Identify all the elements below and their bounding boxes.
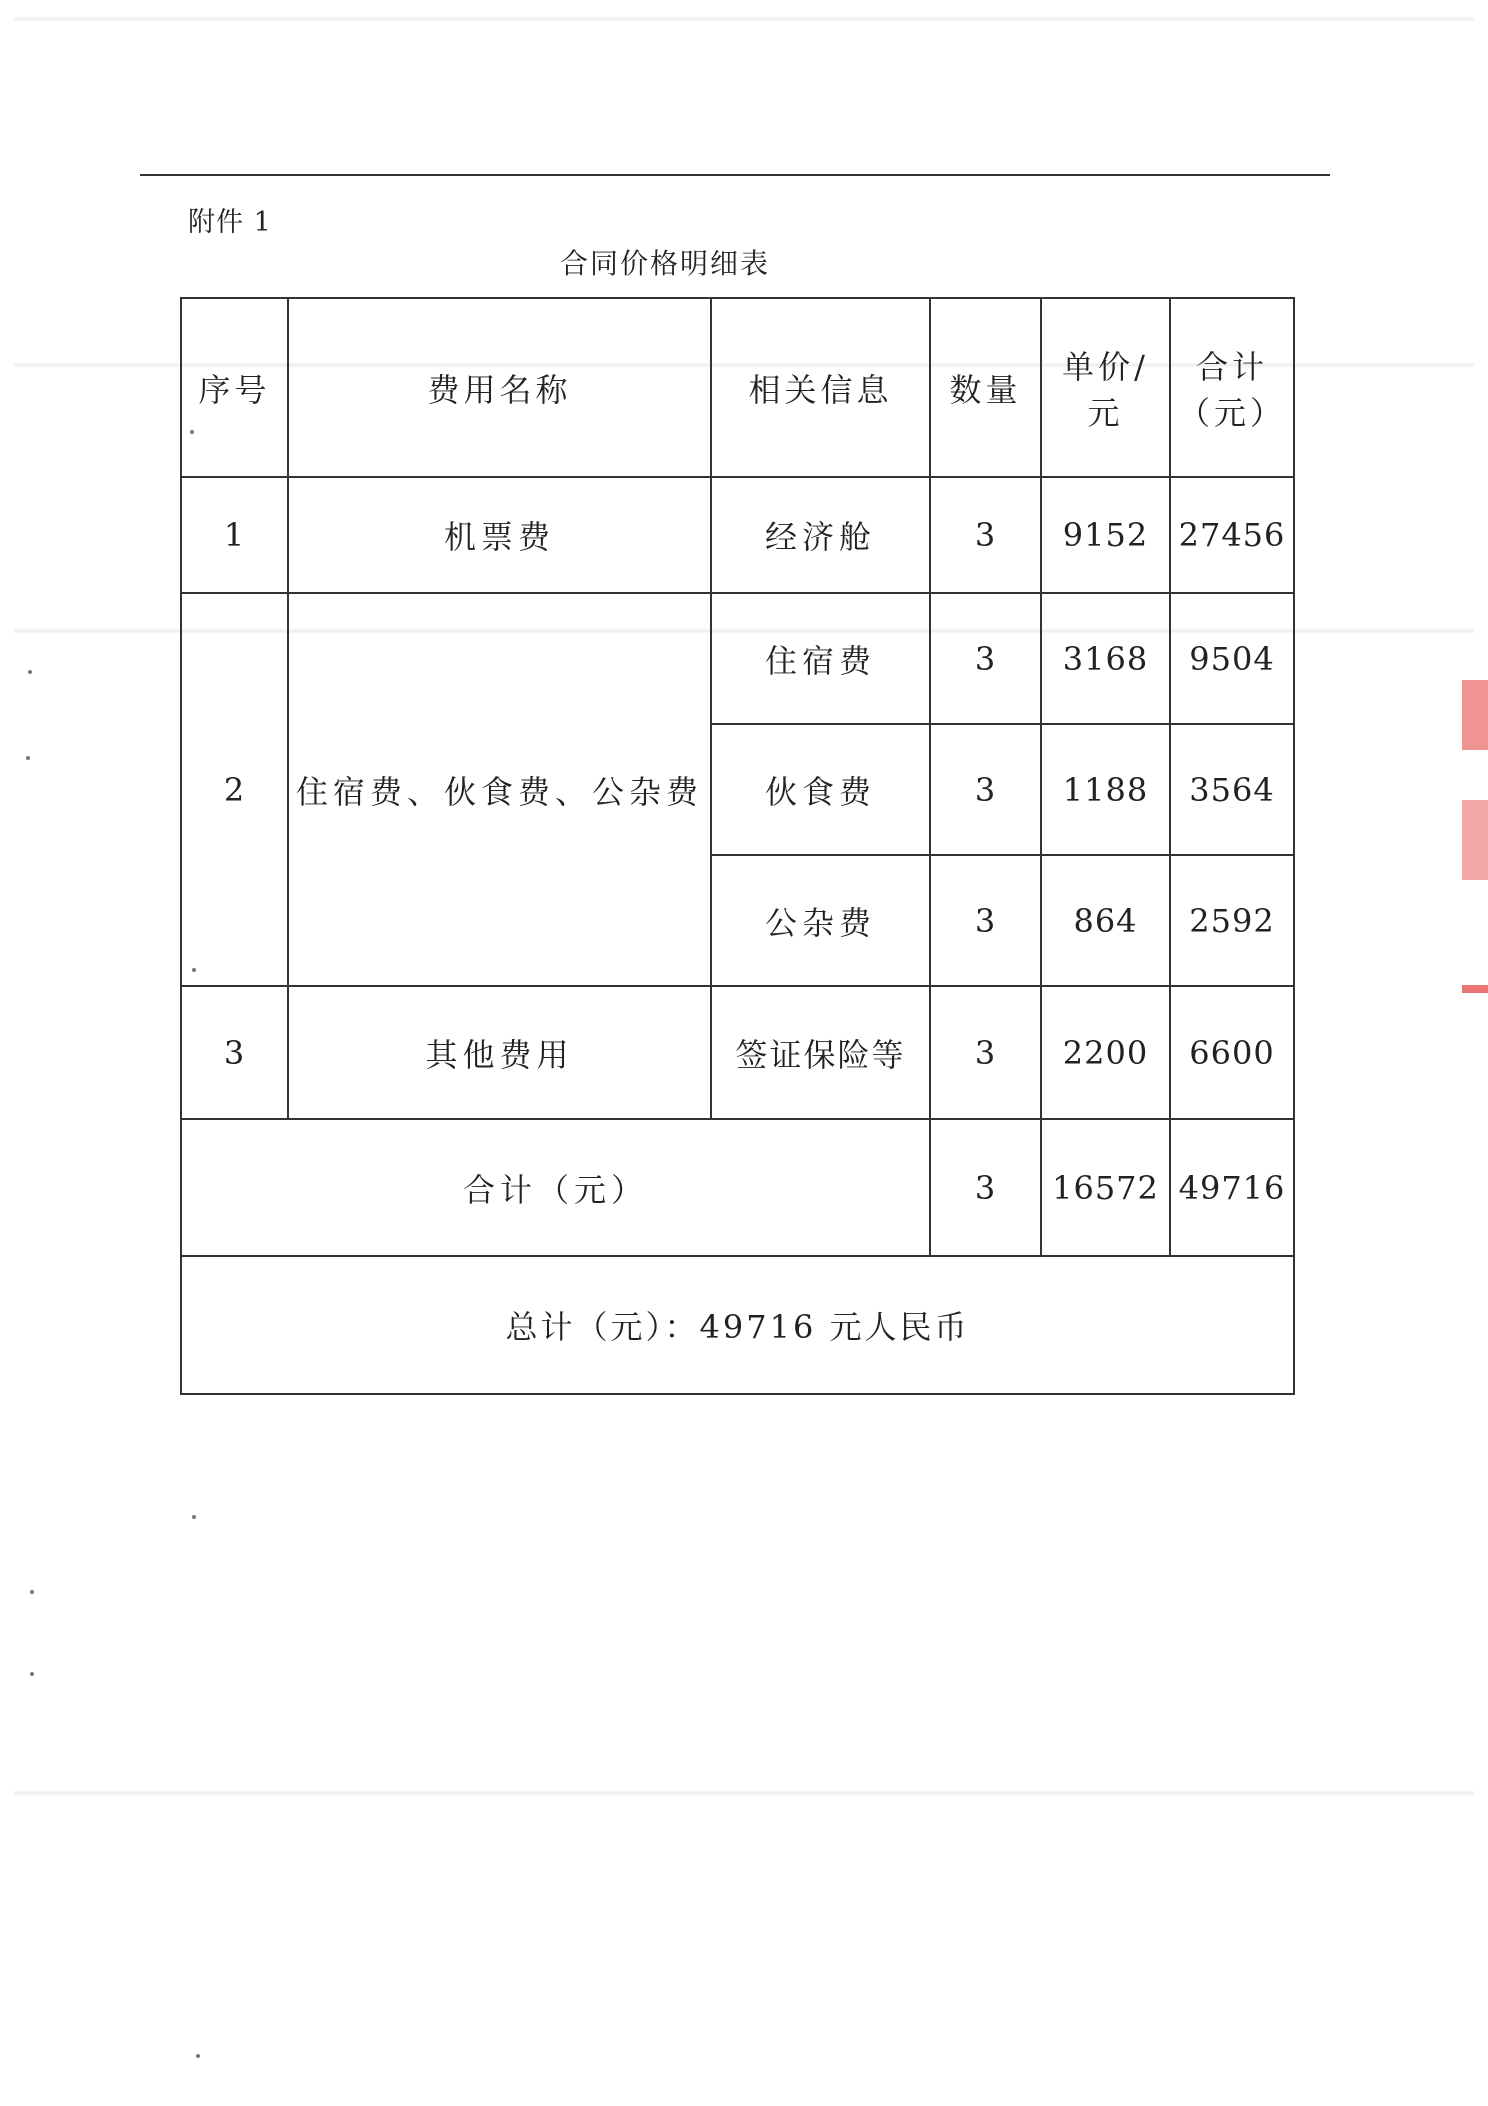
- row-info: 经济舱: [711, 477, 930, 593]
- stamp-fragment: [1462, 800, 1488, 880]
- row-total: 3564: [1170, 724, 1294, 855]
- summary-total: 49716: [1170, 1119, 1294, 1256]
- document-title-text: 合同价格明细表: [559, 247, 770, 280]
- row-unit-price: 2200: [1041, 986, 1170, 1119]
- row-unit-price: 3168: [1041, 593, 1170, 724]
- scan-artifact-line: [14, 1790, 1474, 1796]
- row-total: 2592: [1170, 855, 1294, 986]
- row-qty: 3: [930, 593, 1041, 724]
- header-total-line2: （元）: [1177, 393, 1286, 432]
- row-total: 9504: [1170, 593, 1294, 724]
- row-name: 其他费用: [288, 986, 711, 1119]
- header-total-line1: 合计: [1195, 347, 1268, 386]
- summary-unit-price: 16572: [1041, 1119, 1170, 1256]
- row-info: 住宿费: [711, 593, 930, 724]
- header-qty: 数量: [930, 298, 1041, 477]
- scan-speck: [26, 756, 30, 760]
- row-qty: 3: [930, 855, 1041, 986]
- row-info: 伙食费: [711, 724, 930, 855]
- scan-speck: [30, 1672, 34, 1676]
- header-total: [1170, 298, 1294, 477]
- table-header-row: [181, 298, 1294, 477]
- scan-artifact-line: [14, 16, 1474, 22]
- header-unit-price: [1041, 298, 1170, 477]
- row-name: 住宿费、伙食费、公杂费: [288, 593, 711, 986]
- scan-speck: [192, 968, 196, 972]
- row-seq: 3: [181, 986, 288, 1119]
- header-info: 相关信息: [711, 298, 930, 477]
- row-unit-price: 864: [1041, 855, 1170, 986]
- row-total: 6600: [1170, 986, 1294, 1119]
- row-qty: 3: [930, 724, 1041, 855]
- summary-row: [181, 1119, 1294, 1256]
- summary-qty: 3: [930, 1119, 1041, 1256]
- header-rule: [140, 174, 1330, 176]
- row-name: 机票费: [288, 477, 711, 593]
- row-unit-price: 9152: [1041, 477, 1170, 593]
- scan-speck: [30, 1590, 34, 1594]
- scan-speck: [196, 2054, 200, 2058]
- row-qty: 3: [930, 986, 1041, 1119]
- scan-speck: [192, 1515, 196, 1519]
- scan-speck: [28, 670, 32, 674]
- table-row: [181, 477, 1294, 593]
- header-unit-price-line2: 元: [1087, 393, 1124, 432]
- grand-total-row: [181, 1256, 1294, 1394]
- row-qty: 3: [930, 477, 1041, 593]
- header-unit-price-line1: 单价/: [1062, 347, 1149, 386]
- table-row: [181, 593, 1294, 724]
- table-row: [181, 986, 1294, 1119]
- row-info: 签证保险等: [711, 986, 930, 1119]
- row-info: 公杂费: [711, 855, 930, 986]
- row-unit-price: 1188: [1041, 724, 1170, 855]
- row-seq: 1: [181, 477, 288, 593]
- row-seq: 2: [181, 593, 288, 986]
- row-total: 27456: [1170, 477, 1294, 593]
- document-title: [0, 242, 1330, 282]
- stamp-fragment: [1462, 680, 1488, 750]
- header-name: 费用名称: [288, 298, 711, 477]
- header-seq: 序号: [181, 298, 288, 477]
- attachment-label: 附件 1: [188, 207, 272, 238]
- stamp-fragment: [1462, 985, 1488, 993]
- price-detail-table: [180, 297, 1295, 1395]
- scan-speck: [190, 430, 194, 434]
- grand-total-text: 总计（元）：49716 元人民币: [181, 1256, 1294, 1394]
- summary-label: 合计（元）: [181, 1119, 930, 1256]
